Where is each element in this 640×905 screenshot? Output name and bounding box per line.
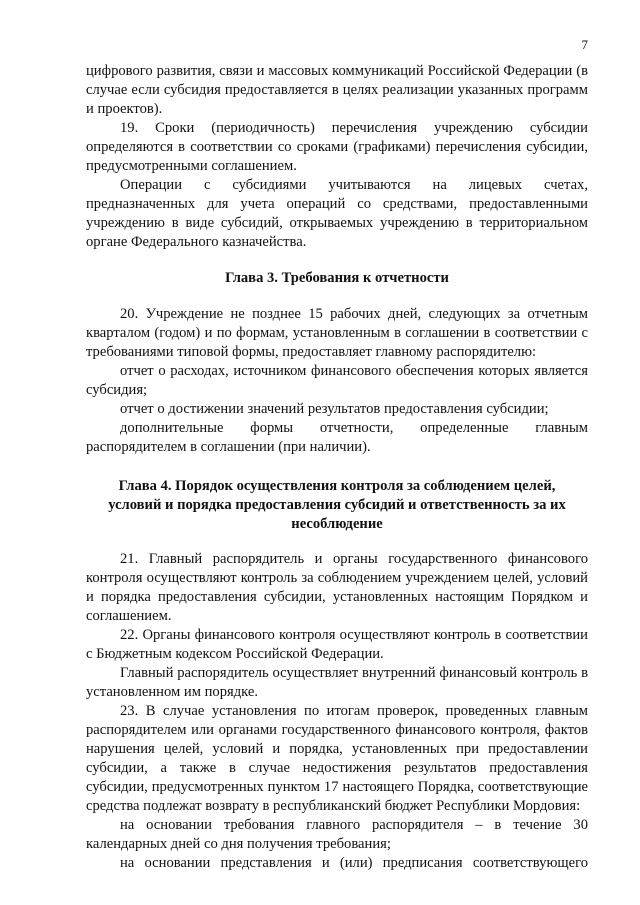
page-number: 7 xyxy=(581,37,588,52)
chapter-3-heading: Глава 3. Требования к отчетности xyxy=(225,270,449,286)
document-body xyxy=(86,62,588,873)
paragraph-19: 19. Сроки (периодичность) перечисления учреждению субсидии определяются в соответствии со сроками (графиками) перечисления субсидии, предусмотренными соглашением. xyxy=(86,120,588,174)
paragraph-additional-forms: дополнительные формы отчетности, определенные главным распорядителем в соглашении (при наличии). xyxy=(86,420,588,455)
paragraph-21: 21. Главный распорядитель и органы государственного финансового контроля осуществляют контроль за соблюдением учреждением целей, условий и порядка предоставления субсидии, установленных настоящим Порядком и соглашением. xyxy=(86,551,588,624)
chapter-4-heading: Глава 4. Порядок осуществления контроля за соблюдением целей, условий и порядка предоставления субсидий и ответственность за их несоблюдение xyxy=(108,478,566,532)
paragraph-requirement: на основании требования главного распорядителя – в течение 30 календарных дней со дня получения требования; xyxy=(86,817,588,852)
paragraph-23: 23. В случае установления по итогам проверок, проведенных главным распорядителем или органами государственного финансового контроля, фактов нарушения целей, условий и порядка, установленных при предоставлении субсидии, а также в случае недостижения результатов предоставления субсидии, предусмотренных пунктом 17 настоящего Порядка, соответствующие средства подлежат возврату в республиканский бюджет Республики Мордовия: xyxy=(86,703,588,814)
paragraph-report-expenses: отчет о расходах, источником финансового обеспечения которых является субсидия; xyxy=(86,363,588,398)
paragraph-20: 20. Учреждение не позднее 15 рабочих дней, следующих за отчетным кварталом (годом) и по формам, установленным в соглашении в соответствии с требованиями типовой формы, предоставляет главному распорядителю: xyxy=(86,306,588,360)
paragraph-operations: Операции с субсидиями учитываются на лицевых счетах, предназначенных для учета операций со средствами, предоставленными учреждению в виде субсидий, открываемых учреждению в территориальном органе Федерального казначейства. xyxy=(86,177,588,250)
paragraph-22: 22. Органы финансового контроля осуществляют контроль в соответствии с Бюджетным кодексом Российской Федерации. xyxy=(86,627,588,662)
paragraph-report-results: отчет о достижении значений результатов предоставления субсидии; xyxy=(120,401,549,417)
paragraph-representation: на основании представления и (или) предписания соответствующего xyxy=(120,855,588,871)
paragraph-internal-control: Главный распорядитель осуществляет внутренний финансовый контроль в установленном им порядке. xyxy=(86,665,588,700)
paragraph-continuation: цифрового развития, связи и массовых коммуникаций Российской Федерации (в случае если субсидия предоставляется в целях реализации указанных программ и проектов). xyxy=(86,63,588,117)
